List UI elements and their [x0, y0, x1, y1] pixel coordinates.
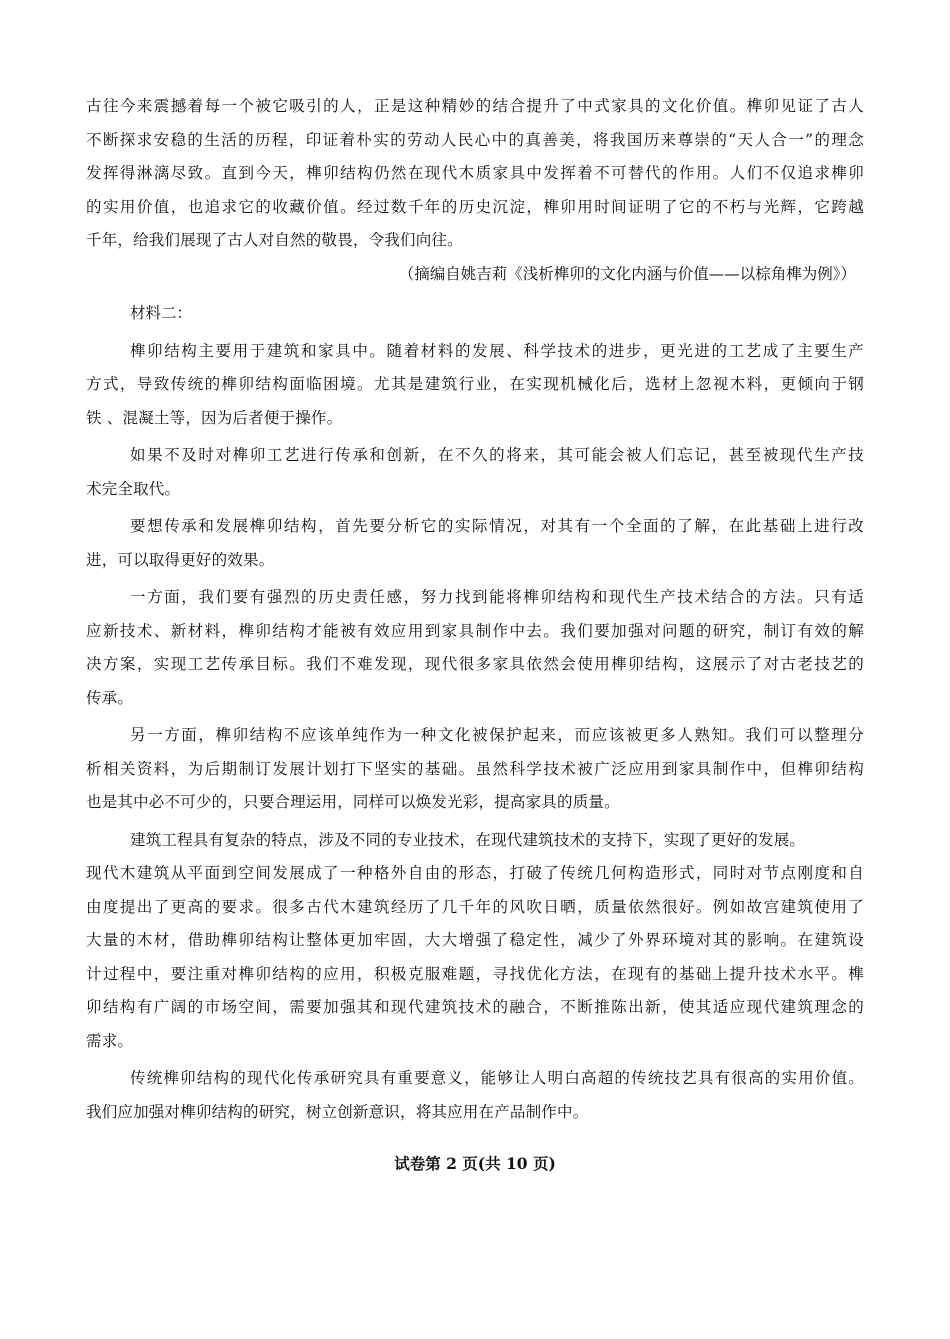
page-footer: 试卷第 2 页(共 10 页) — [394, 1154, 556, 1173]
text-line: 需求。 — [86, 1031, 134, 1050]
text-line: 术完全取代。 — [86, 479, 181, 498]
paragraph — [86, 510, 864, 577]
text-line: 传统榫卯结构的现代化传承研究具有重要意义，能够让人明白高超的传统技艺具有很高的实用价值。 — [130, 1069, 864, 1087]
text-line: 我们应加强对榫卯结构的研究，树立创新意识，将其应用在产品制作中。 — [86, 1102, 589, 1121]
text-line: 要想传承和发展榫卯结构，首先要分析它的实际情况，对其有一个全面的了解，在此基础上进行改 — [130, 517, 864, 535]
text-line: 榫卯结构主要用于建筑和家具中。随着材料的发展、科学技术的进步，更光进的工艺成了主要生产 — [130, 341, 864, 360]
text-line: 如果不及时对榫卯工艺进行传承和创新，在不久的将来，其可能会被人们忘记，甚至被现代生产技 — [130, 446, 864, 464]
document-body — [86, 90, 864, 1129]
text-line: 一方面，我们要有强烈的历史责任感，努力找到能将榫卯结构和现代生产技术结合的方法。只有适 — [130, 588, 864, 606]
paragraph — [86, 335, 864, 436]
text-line: 不断探求安稳的生活的历程，印证着朴实的劳动人民心中的真善美，将我国历来尊崇的“天人合一”的理念 — [86, 130, 864, 149]
paragraph — [86, 719, 864, 820]
text-line: 建筑工程具有复杂的特点，涉及不同的专业技术，在现代建筑技术的支持下，实现了更好的发展。 — [130, 830, 806, 849]
text-line: 由度提出了更高的要求。很多古代木建筑经历了几千年的风吹日晒，质量依然很好。例如故宫建筑使用了 — [86, 897, 864, 916]
text-line: 铁 、混凝土等，因为后者便于操作。 — [86, 408, 343, 427]
text-line: 进，可以取得更好的效果。 — [86, 550, 275, 569]
text-line: 另一方面，榫卯结构不应该单纯作为一种文化被保护起来，而应该被更多人熟知。我们可以整理分 — [130, 726, 864, 744]
text-line: 现代木建筑从平面到空间发展成了一种格外自由的形态，打破了传统几何构造形式，同时对节点刚度和自 — [86, 864, 864, 882]
text-line: 的实用价值，也追求它的收藏价值。经过数千年的历史沉淀，榫卯用时间证明了它的不朽与光辉，它跨越 — [86, 197, 864, 216]
text-line: 决方案，实现工艺传承目标。我们不难发现，现代很多家具依然会使用榫卯结构，这展示了对古老技艺的 — [86, 655, 864, 673]
text-line: 计过程中，要注重对榫卯结构的应用，积极克服难题，寻找优化方法，在现有的基础上提升技术水平。榫 — [86, 964, 864, 983]
paragraph — [86, 581, 864, 715]
text-line: 大量的木材，借助榫卯结构让整体更加牢固，大大增强了稳定性，减少了外界环境对其的影响。在建筑设 — [86, 931, 864, 949]
text-line: 卯结构有广阔的市场空间，需要加强其和现代建筑技术的融合，不断推陈出新，使其适应现代建筑理念的 — [86, 998, 864, 1016]
source-citation: （摘编自姚吉莉《浅析榫卯的文化内涵与价值——以棕角榫为例》） — [398, 264, 856, 283]
text-line: 发挥得淋漓尽致。直到今天，榫卯结构仍然在现代木质家具中发挥着不可替代的作用。人们不仅追求榫卯 — [86, 164, 864, 182]
text-line: 传承。 — [86, 688, 134, 707]
paragraph — [86, 1062, 864, 1129]
material1-tail — [86, 90, 864, 258]
text-line: 方式，导致传统的榫卯结构面临困境。尤其是建筑行业，在实现机械化后，选材上忽视木料，更倾向于钢 — [86, 375, 864, 393]
paragraph — [86, 824, 864, 1059]
text-line: 千年，给我们展现了古人对自然的敬畏，令我们向往。 — [86, 231, 463, 249]
material2-heading: 材料二： — [130, 304, 193, 322]
paragraph — [86, 439, 864, 506]
text-line: 析相关资料，为后期制订发展计划打下坚实的基础。虽然科学技术被广泛应用到家具制作中，但榫卯结构 — [86, 759, 864, 778]
text-line: 古往今来震撼着每一个被它吸引的人，正是这种精妙的结合提升了中式家具的文化价值。榫卯见证了古人 — [86, 97, 864, 115]
text-line: 也是其中必不可少的，只要合理运用，同样可以焕发光彩，提高家具的质量。 — [86, 793, 620, 811]
text-line: 应新技术、新材料，榫卯结构才能被有效应用到家具制作中去。我们要加强对问题的研究，制订有效的解 — [86, 621, 864, 640]
